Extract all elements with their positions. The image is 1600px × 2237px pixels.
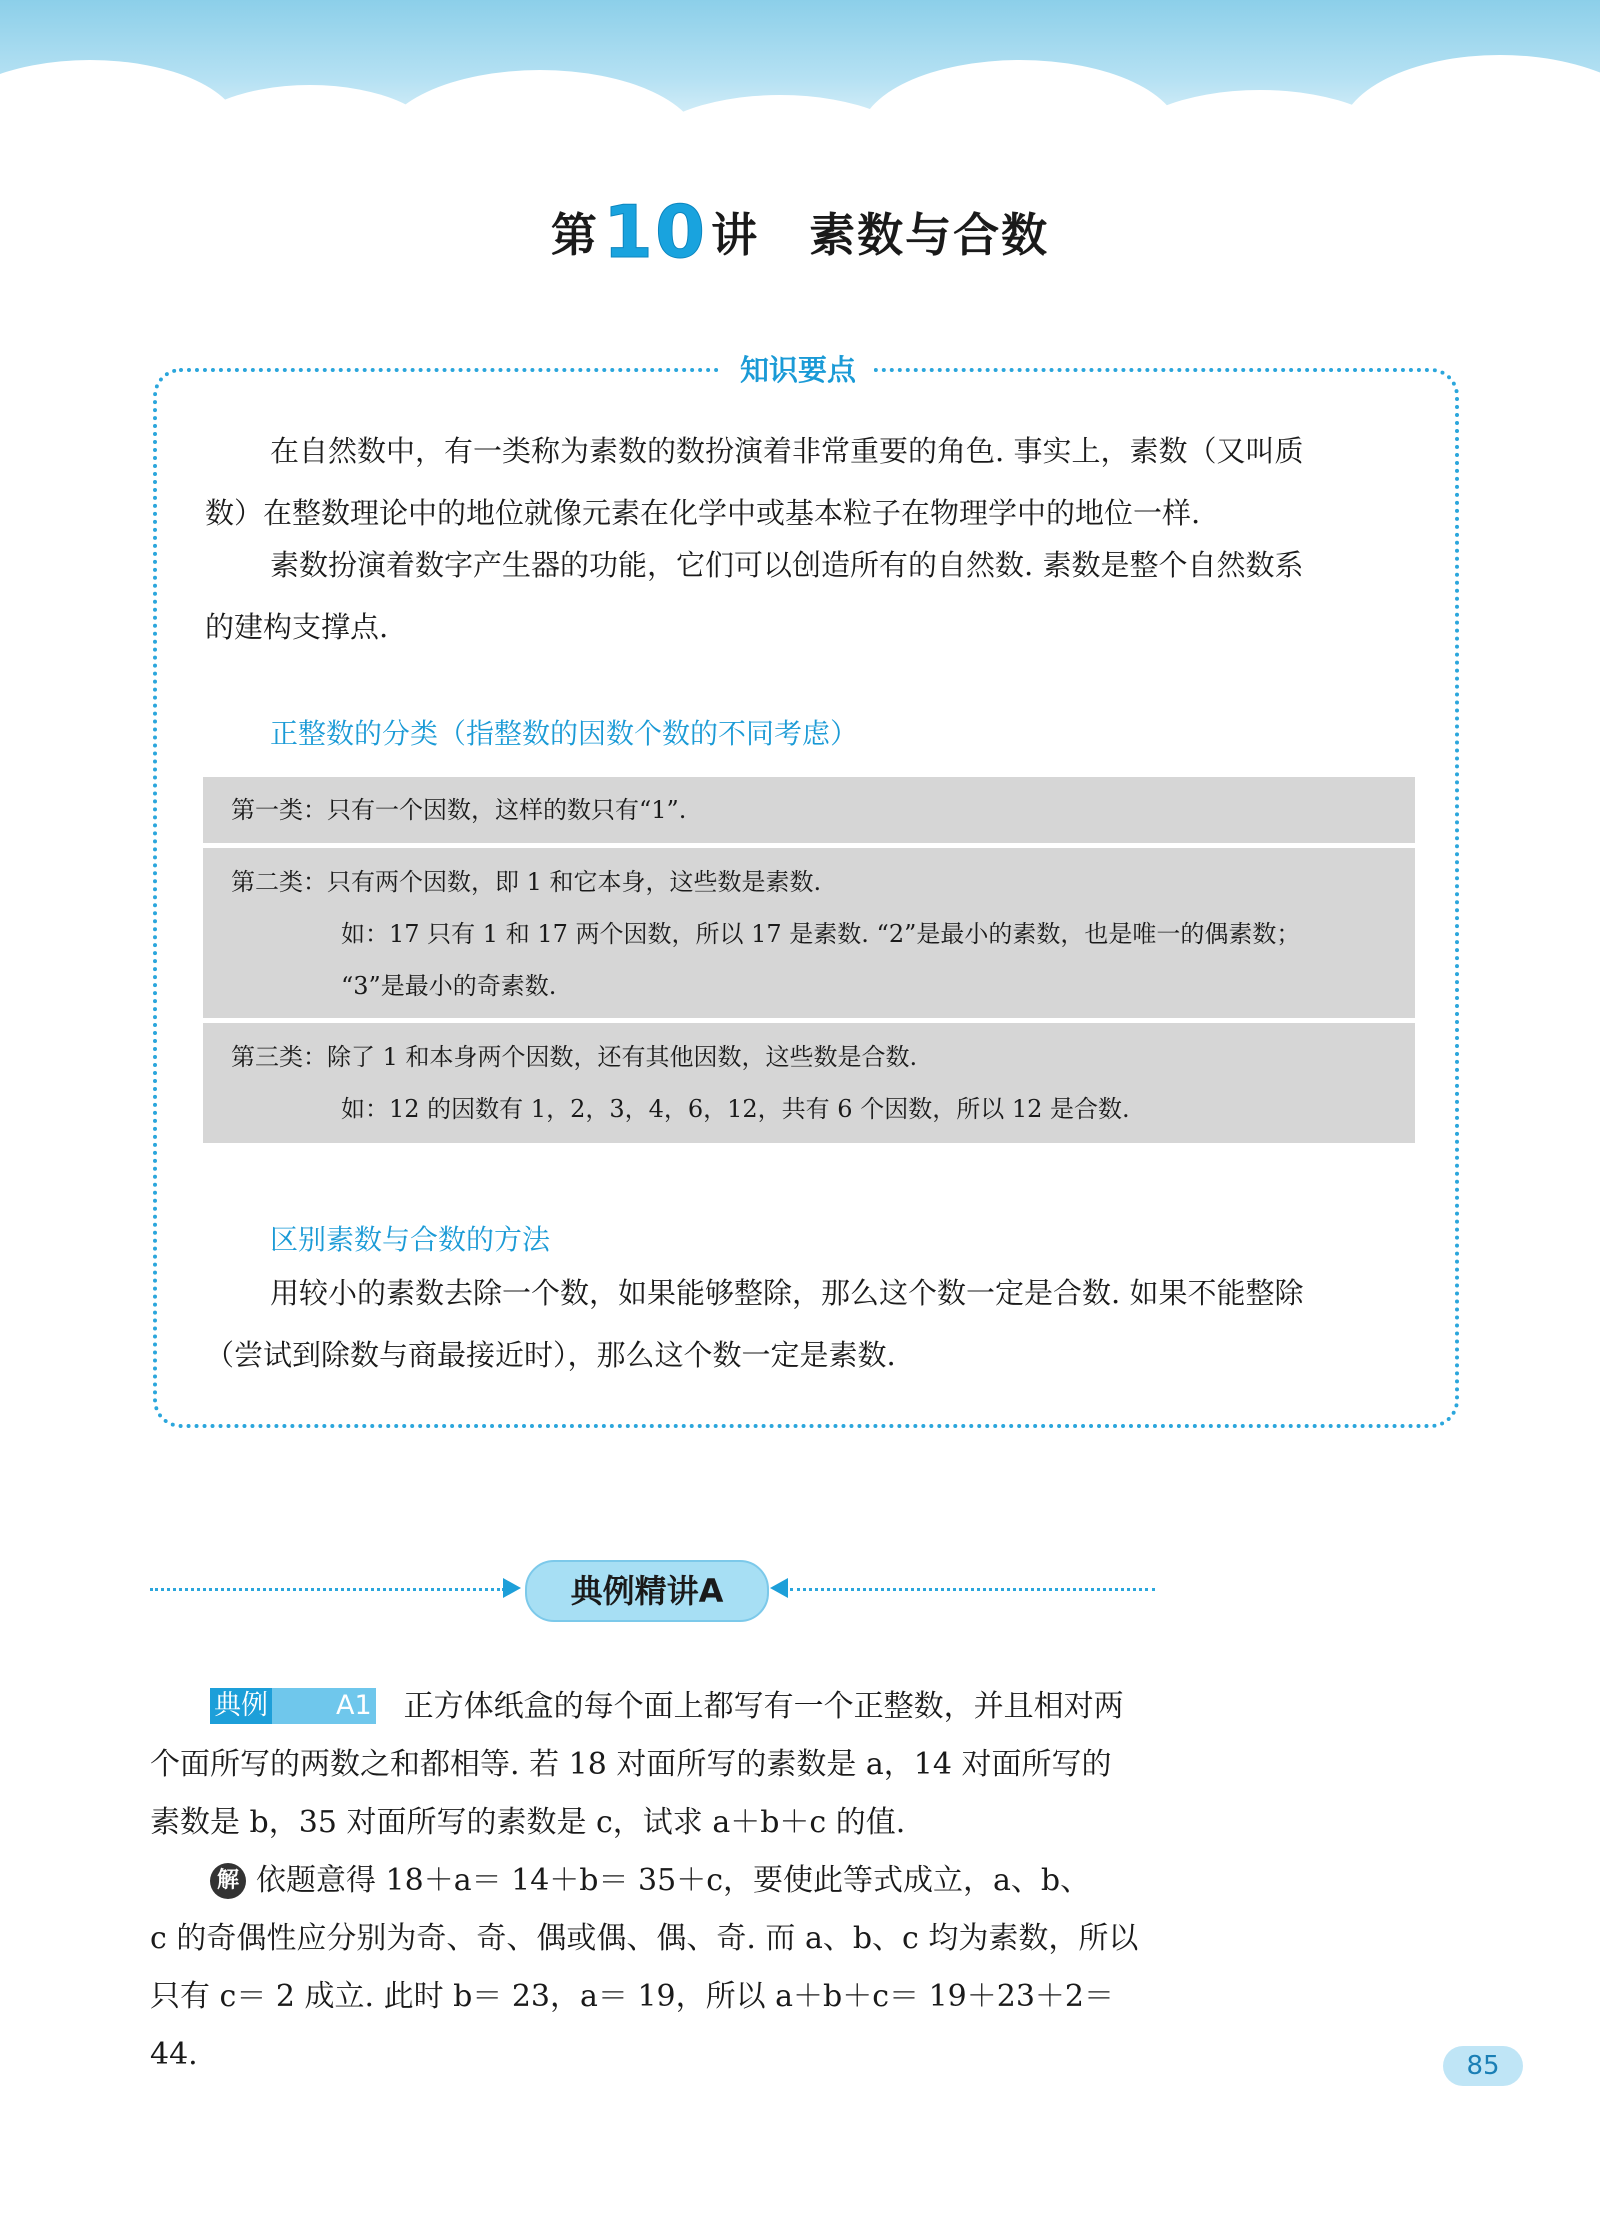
solution-icon: 解 [210, 1863, 246, 1899]
lecture-topic: 素数与合数 [809, 208, 1050, 262]
example-tag: 典例 [210, 1688, 272, 1724]
text-line: 数）在整数理论中的地位就像元素在化学中或基本粒子在物理学中的地位一样. [205, 496, 1201, 530]
category-line: 如：12 的因数有 1，2，3，4，6，12，共有 6 个因数，所以 12 是合数. [341, 1095, 1130, 1123]
page-number: 85 [1443, 2046, 1523, 2086]
knowledge-points-label: 知识要点 [722, 348, 874, 389]
lecture-suffix: 讲 [711, 208, 760, 262]
banner-divider-right [790, 1588, 1155, 1591]
banner-arrow-right-icon [503, 1578, 521, 1598]
example-solution [150, 1852, 1160, 2084]
category-1 [203, 777, 1415, 843]
text-line: c 的奇偶性应分别为奇、奇、偶或偶、偶、奇. 而 a、b、c 均为素数，所以 [150, 1921, 1139, 1956]
text-line: 个面所写的两数之和都相等. 若 18 对面所写的素数是 a，14 对面所写的 [150, 1747, 1112, 1782]
text-line: 素数扮演着数字产生器的功能，它们可以创造所有的自然数. 素数是整个自然数系 [270, 548, 1304, 582]
category-3 [203, 1023, 1415, 1143]
text-line: （尝试到除数与商最接近时），那么这个数一定是素数. [205, 1338, 896, 1372]
text-line: 用较小的素数去除一个数，如果能够整除，那么这个数一定是合数. 如果不能整除 [270, 1276, 1304, 1310]
category-2 [203, 848, 1415, 1018]
category-line: 如：17 只有 1 和 17 两个因数，所以 17 是素数. “2”是最小的素数，也是唯一的偶素数； [341, 920, 1301, 948]
text-line: 素数是 b，35 对面所写的素数是 c，试求 a＋b＋c 的值. [150, 1805, 906, 1840]
method-paragraph [205, 1262, 1415, 1386]
example-id: A1 [272, 1688, 376, 1724]
category-line: 第二类：只有两个因数，即 1 和它本身，这些数是素数. [231, 868, 822, 896]
intro-paragraph-2 [205, 534, 1415, 658]
lecture-number: 10 [602, 190, 708, 274]
sky-header-banner [0, 0, 1600, 175]
example-problem [150, 1678, 1160, 1852]
lecture-title [0, 190, 1600, 274]
text-line: 在自然数中，有一类称为素数的数扮演着非常重要的角色. 事实上，素数（又叫质 [270, 434, 1304, 468]
text-line: 依题意得 18＋a＝ 14＋b＝ 35＋c，要使此等式成立，a、b、 [256, 1863, 1091, 1898]
lecture-prefix: 第 [550, 208, 599, 262]
text-line: 只有 c＝ 2 成立. 此时 b＝ 23，a＝ 19，所以 a＋b＋c＝ 19＋23＋2＝ [150, 1979, 1115, 2014]
text-line: 正方体纸盒的每个面上都写有一个正整数，并且相对两 [403, 1689, 1124, 1724]
category-line: 第三类：除了 1 和本身两个因数，还有其他因数，这些数是合数. [231, 1043, 918, 1071]
text-line: 的建构支撑点. [205, 610, 389, 644]
banner-divider-left [150, 1588, 505, 1591]
method-heading: 区别素数与合数的方法 [270, 1223, 551, 1256]
banner-arrow-left-icon [770, 1578, 788, 1598]
classification-heading: 正整数的分类（指整数的因数个数的不同考虑） [270, 717, 859, 750]
intro-paragraph-1 [205, 420, 1415, 544]
category-line: “3”是最小的奇素数. [341, 972, 557, 1000]
category-line: 第一类：只有一个因数，这样的数只有“1”. [231, 796, 687, 824]
text-line: 44. [150, 2037, 198, 2072]
examples-banner: 典例精讲A [525, 1560, 769, 1622]
